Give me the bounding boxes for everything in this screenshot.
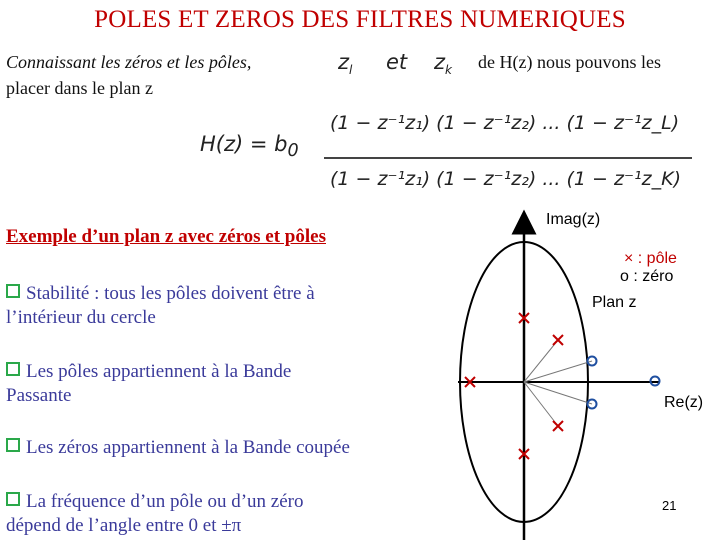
num-ellipsis: ...	[542, 112, 561, 134]
intro-line1-end: de H(z) nous pouvons les	[478, 52, 661, 72]
intro-line1: Connaissant les zéros et les pôles,	[6, 52, 252, 72]
intro-line2: placer dans le plan z	[6, 78, 153, 98]
ray-zero-lower	[524, 382, 592, 404]
imag-axis-label: Imag(z)	[546, 211, 601, 228]
ray-zero-upper	[524, 361, 592, 382]
bullet-frequency: La fréquence d’un pôle ou d’un zéro dépend de l’angle entre 0 et ±π	[6, 491, 304, 536]
plane-label: Plan z	[592, 294, 637, 311]
real-axis-label: Re(z)	[664, 394, 704, 411]
den-factor-K: (1 − z⁻¹z_K)	[566, 168, 681, 190]
legend-pole: × : pôle	[624, 250, 677, 267]
den-ellipsis: ...	[542, 168, 561, 190]
num-factor-L: (1 − z⁻¹z_L)	[566, 112, 680, 134]
bullet-zeros: Les zéros appartiennent à la Bande coupée	[6, 436, 350, 460]
et-symbol: et	[386, 50, 408, 74]
bullet-stability: Stabilité : tous les pôles doivent être à l’intérieur du cercle	[6, 283, 315, 328]
ray-pole-lower	[524, 382, 558, 426]
den-factor-1: (1 − z⁻¹z₁)	[330, 168, 431, 190]
pole-marker	[553, 335, 563, 345]
transfer-function-lhs: $H(z) = b_0$	[200, 132, 299, 162]
legend-zero: o : zéro	[620, 268, 674, 285]
pole-marker	[553, 421, 563, 431]
num-factor-2: (1 − z⁻¹z₂)	[436, 112, 537, 134]
page-number: 21	[662, 498, 677, 513]
zero-symbol: $z_l$	[338, 50, 353, 78]
poles	[465, 313, 563, 459]
pole-symbol: $z_k$	[434, 50, 452, 78]
example-heading: Exemple d’un plan z avec zéros et pôles	[6, 226, 326, 247]
ray-pole-upper	[524, 340, 558, 382]
bullet-poles: Les pôles appartiennent à la Bande Passante	[6, 361, 292, 406]
den-factor-2: (1 − z⁻¹z₂)	[436, 168, 537, 190]
slide-title: POLES ET ZEROS DES FILTRES NUMERIQUES	[94, 6, 626, 33]
num-factor-1: (1 − z⁻¹z₁)	[330, 112, 431, 134]
